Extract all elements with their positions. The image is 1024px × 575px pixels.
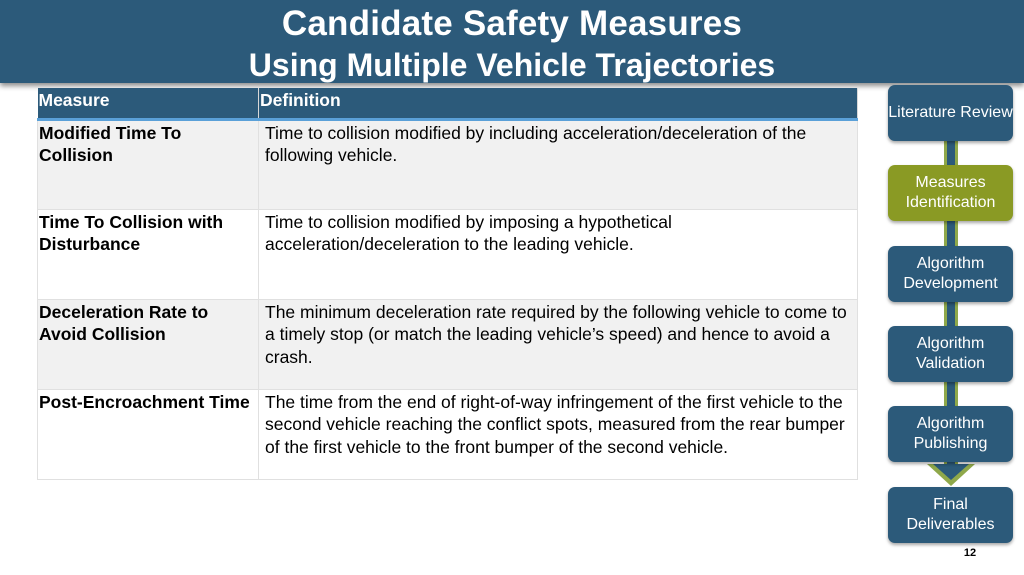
- measure-cell: Modified Time To Collision: [38, 119, 259, 209]
- measure-cell: Post-Encroachment Time: [38, 389, 259, 479]
- flow-arrow-head-fill: [933, 464, 969, 480]
- process-flow: [887, 84, 1014, 544]
- step-algorithm-validation: Algorithm Validation: [888, 326, 1013, 382]
- table-row: [38, 389, 858, 479]
- measure-cell: Time To Collision with Disturbance: [38, 209, 259, 299]
- definition-cell: The minimum deceleration rate required by the following vehicle to come to a timely stop (or match the leading vehicle’s speed) and hence to avoid a crash.: [259, 299, 858, 389]
- header-measure: Measure: [38, 88, 259, 119]
- table-row: [38, 119, 858, 209]
- step-final-deliverables: Final Deliverables: [888, 487, 1013, 543]
- definition-cell: Time to collision modified by including acceleration/deceleration of the following vehicle.: [259, 119, 858, 209]
- header-definition: Definition: [259, 88, 858, 119]
- table-row: [38, 209, 858, 299]
- table-row: [38, 299, 858, 389]
- slide-title: Candidate Safety Measures: [281, 4, 743, 43]
- step-algorithm-development: Algorithm Development: [888, 246, 1013, 302]
- step-algorithm-publishing: Algorithm Publishing: [888, 406, 1013, 462]
- slide-subtitle: [0, 47, 1024, 84]
- step-literature-review: Literature Review: [888, 85, 1013, 141]
- definition-cell: The time from the end of right-of-way infringement of the first vehicle to the second vehicle reaching the conflict spots, measured from the rear bumper of the first vehicle to the front bumper of the second vehicle.: [259, 389, 858, 479]
- page-number: 12: [963, 547, 977, 559]
- definition-cell: Time to collision modified by imposing a hypothetical acceleration/deceleration to the leading vehicle.: [259, 209, 858, 299]
- measures-table: [37, 88, 858, 480]
- slide-subtitle-text: Using Multiple Vehicle Trajectories: [248, 47, 776, 83]
- measure-cell: Deceleration Rate to Avoid Collision: [38, 299, 259, 389]
- table-header-row: [38, 88, 858, 119]
- title-bar: [0, 0, 1024, 83]
- step-measures-identification: Measures Identification: [888, 165, 1013, 221]
